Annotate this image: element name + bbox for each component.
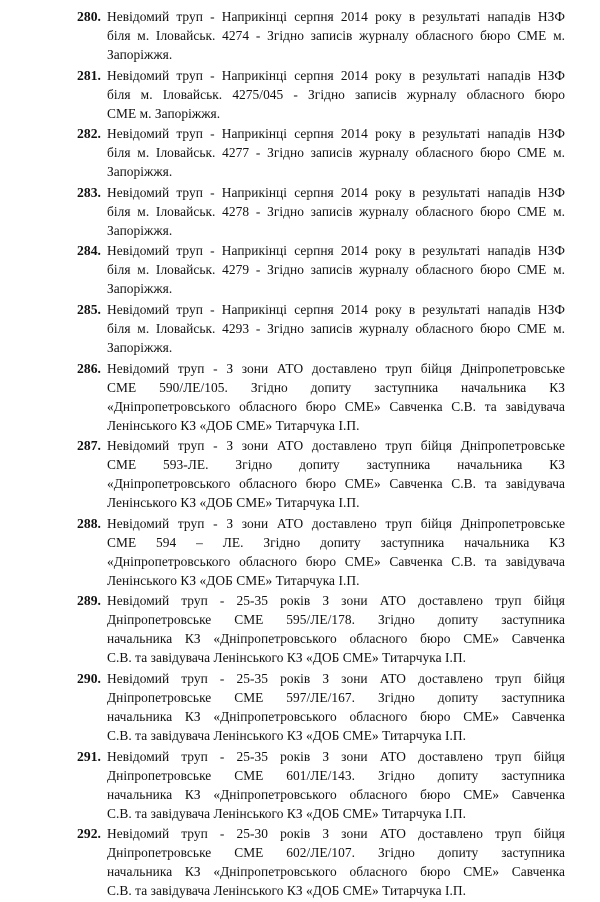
entry-number: 287. (77, 438, 101, 454)
entry-line: Невідомий труп - 25-35 років З зони АТО доставлено труп бійця (107, 670, 565, 686)
entry-line: Запоріжжя. (107, 222, 173, 238)
list-item (77, 241, 565, 298)
entry-line: Невідомий труп - З зони АТО доставлено труп бійця Дніпропетровське (107, 515, 565, 531)
list-item (77, 7, 565, 64)
entry-line: Невідомий труп - З зони АТО доставлено труп бійця Дніпропетровське (107, 438, 565, 454)
entry-line: Невідомий труп - Наприкінці серпня 2014 року в результаті нападів НЗФ (107, 67, 565, 83)
list-item (77, 183, 565, 240)
entry-line: С.В. та завідувача Ленінського КЗ «ДОБ СМЕ» Титарчука І.П. (107, 727, 466, 743)
entry-line: біля м. Іловайськ. 4279 - Згідно записів журналу обласного бюро СМЕ м. (107, 262, 565, 278)
entry-line: Дніпропетровське СМЕ 595/ЛЕ/178. Згідно допиту заступника (107, 612, 565, 628)
list-item (77, 124, 565, 181)
entry-line: Дніпропетровське СМЕ 601/ЛЕ/143. Згідно допиту заступника (107, 767, 565, 783)
entry-number: 283. (77, 184, 101, 200)
entry-line: Ленінського КЗ «ДОБ СМЕ» Титарчука І.П. (107, 495, 360, 511)
entry-line: Невідомий труп - 25-35 років З зони АТО доставлено труп бійця (107, 593, 565, 609)
entry-number: 284. (77, 243, 101, 259)
entry-number: 280. (77, 9, 101, 24)
entry-line: Ленінського КЗ «ДОБ СМЕ» Титарчука І.П. (107, 572, 360, 588)
entry-line: біля м. Іловайськ. 4277 - Згідно записів журналу обласного бюро СМЕ м. (107, 145, 565, 161)
entry-line: СМЕ 590/ЛЕ/105. Згідно допиту заступника начальника КЗ (107, 379, 565, 395)
list-item (77, 591, 565, 667)
entry-line: Дніпропетровське СМЕ 597/ЛЕ/167. Згідно допиту заступника (107, 689, 565, 705)
list-item (77, 66, 565, 123)
entry-line: СМЕ 593-ЛЕ. Згідно допиту заступника начальника КЗ (107, 457, 565, 473)
list-item (77, 359, 565, 435)
list-item (77, 436, 565, 512)
entry-line: начальника КЗ «Дніпропетровського обласного бюро СМЕ» Савченка (107, 864, 565, 880)
entry-line: Ленінського КЗ «ДОБ СМЕ» Титарчука І.П. (107, 417, 360, 433)
entry-line: начальника КЗ «Дніпропетровського обласного бюро СМЕ» Савченка (107, 708, 565, 724)
entry-line: Невідомий труп - 25-35 років З зони АТО доставлено труп бійця (107, 748, 565, 764)
entry-line: біля м. Іловайськ. 4293 - Згідно записів журналу обласного бюро СМЕ м. (107, 320, 565, 336)
entry-line: «Дніпропетровського обласного бюро СМЕ» Савченка С.В. та завідувача (107, 398, 565, 414)
entry-number: 292. (77, 826, 101, 842)
entry-number: 288. (77, 515, 101, 531)
entry-line: Запоріжжя. (107, 47, 173, 62)
entry-line: Запоріжжя. (107, 339, 173, 355)
entry-line: начальника КЗ «Дніпропетровського обласного бюро СМЕ» Савченка (107, 786, 565, 802)
entry-number: 282. (77, 126, 101, 142)
entry-line: Невідомий труп - 25-30 років З зони АТО доставлено труп бійця (107, 826, 565, 842)
entry-number: 285. (77, 301, 101, 317)
entry-line: Дніпропетровське СМЕ 602/ЛЕ/107. Згідно допиту заступника (107, 845, 565, 861)
entry-number: 289. (77, 593, 101, 609)
entry-line: С.В. та завідувача Ленінського КЗ «ДОБ СМЕ» Титарчука І.П. (107, 883, 466, 899)
list-item (77, 824, 565, 900)
entry-line: Невідомий труп - Наприкінці серпня 2014 року в результаті нападів НЗФ (107, 184, 565, 200)
entry-line: Запоріжжя. (107, 164, 173, 180)
entry-number: 281. (77, 67, 101, 83)
list-item (77, 514, 565, 590)
entry-line: Невідомий труп - З зони АТО доставлено труп бійця Дніпропетровське (107, 360, 565, 376)
list-item (77, 300, 565, 357)
entry-line: Невідомий труп - Наприкінці серпня 2014 року в результаті нападів НЗФ (107, 126, 565, 142)
entry-line: СМЕ м. Запоріжжя. (107, 105, 221, 121)
entry-line: Невідомий труп - Наприкінці серпня 2014 року в результаті нападів НЗФ (107, 243, 565, 259)
entry-line: Невідомий труп - Наприкінці серпня 2014 року в результаті нападів НЗФ (107, 9, 565, 24)
entry-line: С.В. та завідувача Ленінського КЗ «ДОБ СМЕ» Титарчука І.П. (107, 650, 466, 666)
list-item (77, 747, 565, 823)
entry-line: начальника КЗ «Дніпропетровського обласного бюро СМЕ» Савченка (107, 631, 565, 647)
entry-line: Невідомий труп - Наприкінці серпня 2014 року в результаті нападів НЗФ (107, 301, 565, 317)
entry-line: Запоріжжя. (107, 281, 173, 297)
entry-line: біля м. Іловайськ. 4274 - Згідно записів журналу обласного бюро СМЕ м. (107, 28, 565, 43)
entry-line: СМЕ 594 – ЛЕ. Згідно допиту заступника начальника КЗ (107, 534, 565, 550)
entry-line: С.В. та завідувача Ленінського КЗ «ДОБ СМЕ» Титарчука І.П. (107, 805, 466, 821)
entry-line: «Дніпропетровського обласного бюро СМЕ» Савченка С.В. та завідувача (107, 476, 565, 492)
record-list (77, 7, 565, 902)
entry-number: 290. (77, 670, 101, 686)
entry-line: біля м. Іловайськ. 4275/045 - Згідно записів журналу обласного бюро (107, 86, 565, 102)
entry-line: «Дніпропетровського обласного бюро СМЕ» Савченка С.В. та завідувача (107, 553, 565, 569)
entry-line: біля м. Іловайськ. 4278 - Згідно записів журналу обласного бюро СМЕ м. (107, 203, 565, 219)
entry-number: 286. (77, 360, 101, 376)
list-item (77, 669, 565, 745)
entry-number: 291. (77, 748, 101, 764)
